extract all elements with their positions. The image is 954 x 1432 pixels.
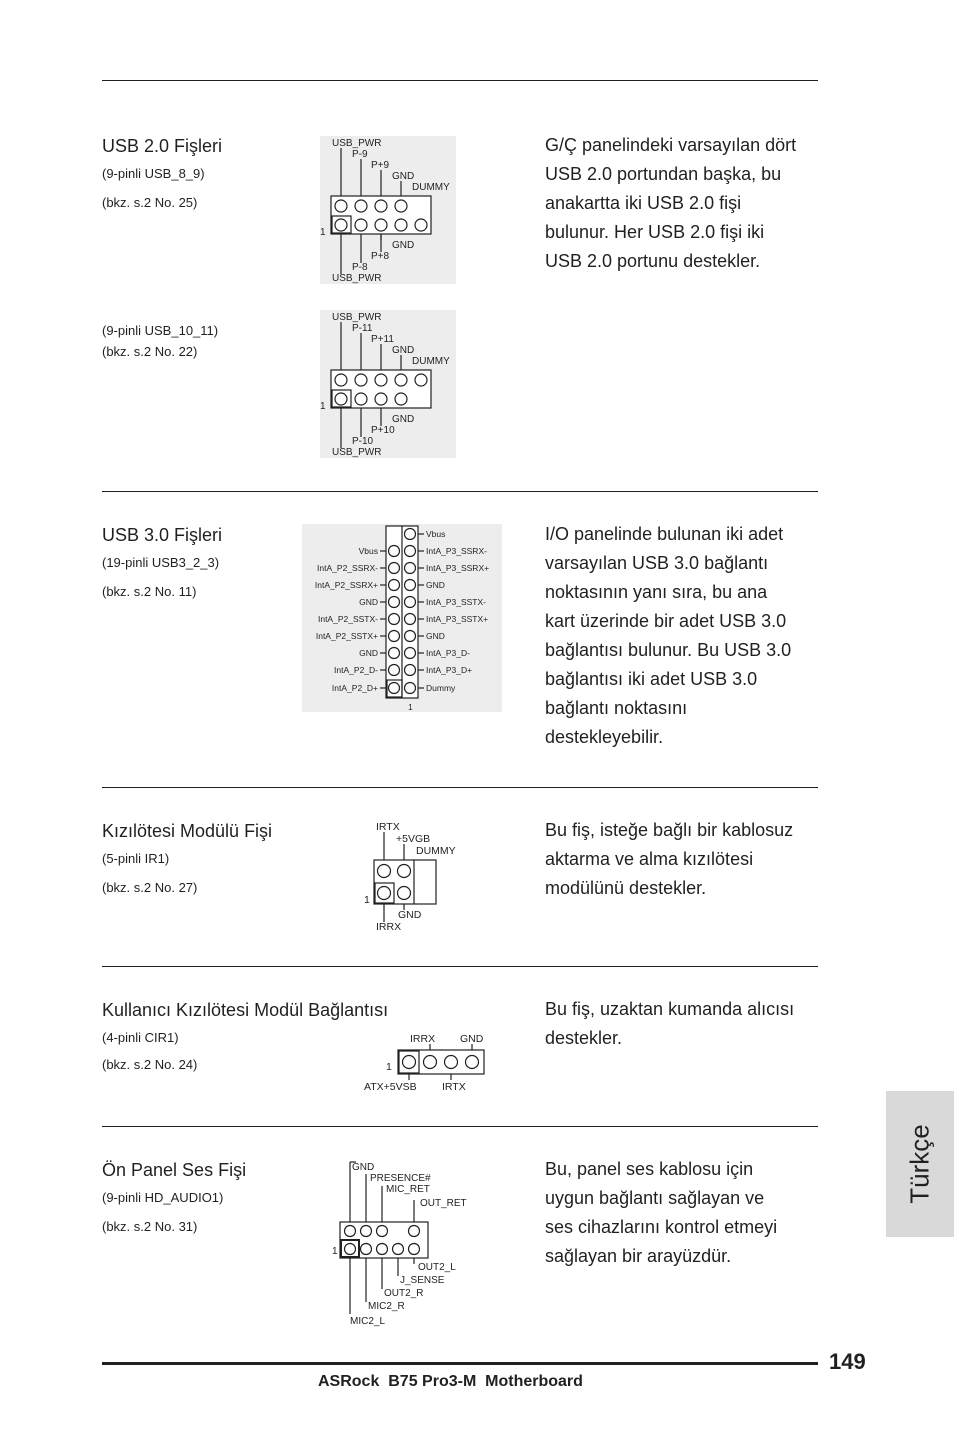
pin-label: P+9: [371, 160, 390, 171]
ir-description: [545, 816, 825, 903]
desc-line: bağlantısı bulunur. Bu USB 3.0: [545, 640, 792, 660]
pin-label: DUMMY: [412, 356, 450, 367]
top-rule: [102, 80, 818, 81]
pin1-label: 1: [364, 894, 370, 906]
desc-line: noktasının yanı sıra, bu ana: [545, 582, 768, 602]
pin-label: GND: [392, 414, 415, 425]
pin-label: GND: [392, 171, 415, 182]
pin-label: GND: [398, 909, 422, 921]
desc-line: anakartta iki USB 2.0 fişi: [545, 193, 742, 213]
footer-rule: [102, 1362, 818, 1365]
desc-line: varsayılan USB 3.0 bağlantı: [545, 553, 769, 573]
desc-line: destekler.: [545, 1028, 623, 1048]
pin-label: GND: [460, 1033, 484, 1045]
pin-label: PRESENCE#: [370, 1173, 431, 1184]
usb3-sub-pins: (19-pinli USB3_2_3): [102, 555, 220, 570]
pin-label: OUT_RET: [420, 1198, 467, 1209]
pin-label: Vbus: [426, 529, 446, 539]
pin-label: IRTX: [442, 1081, 466, 1093]
audio-title: Ön Panel Ses Fişi: [102, 1160, 247, 1180]
pin-label: IntA_P3_SSRX+: [426, 563, 490, 573]
desc-line: Bu fiş, uzaktan kumanda alıcısı: [545, 999, 795, 1019]
pin-label: IntA_P3_D+: [426, 665, 473, 675]
pin-label: P+10: [371, 425, 395, 436]
pin-label: USB_PWR: [332, 447, 382, 458]
section-divider: [102, 1126, 818, 1127]
pin-label: P+11: [371, 334, 394, 345]
pin-label: GND: [359, 648, 378, 658]
pin-label: GND: [359, 597, 378, 607]
pin-label: P-9: [352, 149, 368, 160]
desc-line: I/O panelinde bulunan iki adet: [545, 524, 784, 544]
pin-label: IRRX: [376, 921, 402, 933]
desc-line: USB 2.0 portundan başka, bu: [545, 164, 782, 184]
desc-line: bulunur. Her USB 2.0 fişi iki: [545, 222, 765, 242]
usb3-sub-ref: (bkz. s.2 No. 11): [102, 584, 197, 599]
pin-label: USB_PWR: [332, 273, 382, 284]
desc-line: bağlantısı iki adet USB 3.0: [545, 669, 758, 689]
desc-line: ses cihazlarını kontrol etmeyi: [545, 1217, 778, 1237]
pin-label: IntA_P2_SSRX-: [317, 563, 378, 573]
page-number: 149: [829, 1349, 866, 1374]
section-divider: [102, 787, 818, 788]
desc-line: USB 2.0 portunu destekler.: [545, 251, 761, 271]
usb2-sub-ref-b: (bkz. s.2 No. 22): [102, 344, 198, 359]
pin-label: IntA_P3_SSRX-: [426, 546, 487, 556]
desc-line: destekleyebilir.: [545, 727, 664, 747]
pin-label: P-11: [352, 323, 373, 334]
pin-label: IntA_P3_SSTX+: [426, 614, 489, 624]
pin-label: IRTX: [376, 821, 400, 833]
usb3-header-diagram: [302, 524, 502, 712]
language-tab: [886, 1091, 954, 1237]
pin-label: IntA_P3_D-: [426, 648, 470, 658]
pin-label: Dummy: [426, 683, 456, 693]
pin-label: P-8: [352, 262, 368, 273]
pin-label: IntA_P2_SSTX-: [317, 614, 378, 624]
pin1-label: 1: [320, 227, 326, 238]
desc-line: Bu, panel ses kablosu için: [545, 1159, 754, 1179]
usb2-header-diagram-b: [320, 310, 456, 458]
pin-label: MIC_RET: [386, 1184, 430, 1195]
pin-label: IntA_P3_SSTX-: [426, 597, 487, 607]
pin-label: OUT2_L: [418, 1262, 456, 1273]
pin1-label: 1: [386, 1061, 392, 1073]
cir-header-diagram: [362, 1030, 492, 1094]
pin-label: DUMMY: [416, 845, 456, 857]
usb2-title: USB 2.0 Fişleri: [102, 136, 223, 156]
audio-description: [545, 1155, 825, 1271]
cir-description: [545, 995, 825, 1053]
audio-sub-ref: (bkz. s.2 No. 31): [102, 1219, 198, 1234]
pin1-label: 1: [320, 401, 326, 412]
audio-header-diagram: [330, 1158, 470, 1330]
footer-product-name: ASRock B75 Pro3-M Motherboard: [318, 1373, 583, 1390]
pin-label: +5VGB: [396, 833, 431, 845]
cir-title: Kullanıcı Kızılötesi Modül Bağlantısı: [102, 1000, 389, 1020]
language-tab-label: Türkçe: [904, 1124, 935, 1204]
pin-label: GND: [426, 580, 445, 590]
desc-line: uygun bağlantı sağlayan ve: [545, 1188, 765, 1208]
pin-label: MIC2_R: [368, 1301, 405, 1312]
usb2-description: [545, 131, 825, 276]
cir-sub-ref: (bkz. s.2 No. 24): [102, 1057, 198, 1072]
pin-label: GND: [352, 1162, 375, 1173]
desc-line: sağlayan bir arayüzdür.: [545, 1246, 732, 1266]
usb3-title: USB 3.0 Fişleri: [102, 525, 223, 545]
desc-line: modülünü destekler.: [545, 878, 707, 898]
usb3-description: [545, 520, 825, 752]
pin-label: IntA_P2_SSRX+: [314, 580, 378, 590]
pin-label: IntA_P2_SSTX+: [315, 631, 378, 641]
ir-sub-ref: (bkz. s.2 No. 27): [102, 880, 198, 895]
pin-label: USB_PWR: [332, 312, 382, 323]
pin-label: MIC2_L: [350, 1316, 386, 1327]
usb2-sub-pins-a: (9-pinli USB_8_9): [102, 166, 205, 181]
pin-label: GND: [392, 345, 415, 356]
desc-line: G/Ç panelindeki varsayılan dört: [545, 135, 797, 155]
usb2-sub-ref-a: (bkz. s.2 No. 25): [102, 195, 198, 210]
desc-line: aktarma ve alma kızılötesi: [545, 849, 754, 869]
pin-label: IntA_P2_D+: [331, 683, 378, 693]
pin-label: GND: [392, 240, 415, 251]
pin-label: IRRX: [410, 1033, 436, 1045]
audio-sub-pins: (9-pinli HD_AUDIO1): [102, 1190, 224, 1205]
desc-line: Bu fiş, isteğe bağlı bir kablosuz: [545, 820, 794, 840]
pin-label: Vbus: [358, 546, 378, 556]
section-divider: [102, 491, 818, 492]
ir-title: Kızılötesi Modülü Fişi: [102, 821, 273, 841]
ir-header-diagram: [362, 818, 466, 934]
pin1-label: 1: [332, 1246, 338, 1257]
pin-label: DUMMY: [412, 182, 450, 193]
pin-label: USB_PWR: [332, 138, 382, 149]
pin-label: J_SENSE: [400, 1275, 445, 1286]
section-divider: [102, 966, 818, 967]
ir-sub-pins: (5-pinli IR1): [102, 851, 170, 866]
desc-line: kart üzerinde bir adet USB 3.0: [545, 611, 787, 631]
pin-label: ATX+5VSB: [364, 1081, 417, 1093]
pin-label: OUT2_R: [384, 1288, 424, 1299]
pin-label: GND: [426, 631, 445, 641]
usb2-header-diagram-a: [320, 136, 456, 284]
pin-label: P-10: [352, 436, 374, 447]
pin1-label: 1: [408, 702, 413, 712]
desc-line: bağlantı noktasını: [545, 698, 688, 718]
cir-sub-pins: (4-pinli CIR1): [102, 1030, 179, 1045]
pin-label: P+8: [371, 251, 390, 262]
usb2-sub-pins-b: (9-pinli USB_10_11): [102, 323, 219, 338]
pin-label: IntA_P2_D-: [334, 665, 378, 675]
